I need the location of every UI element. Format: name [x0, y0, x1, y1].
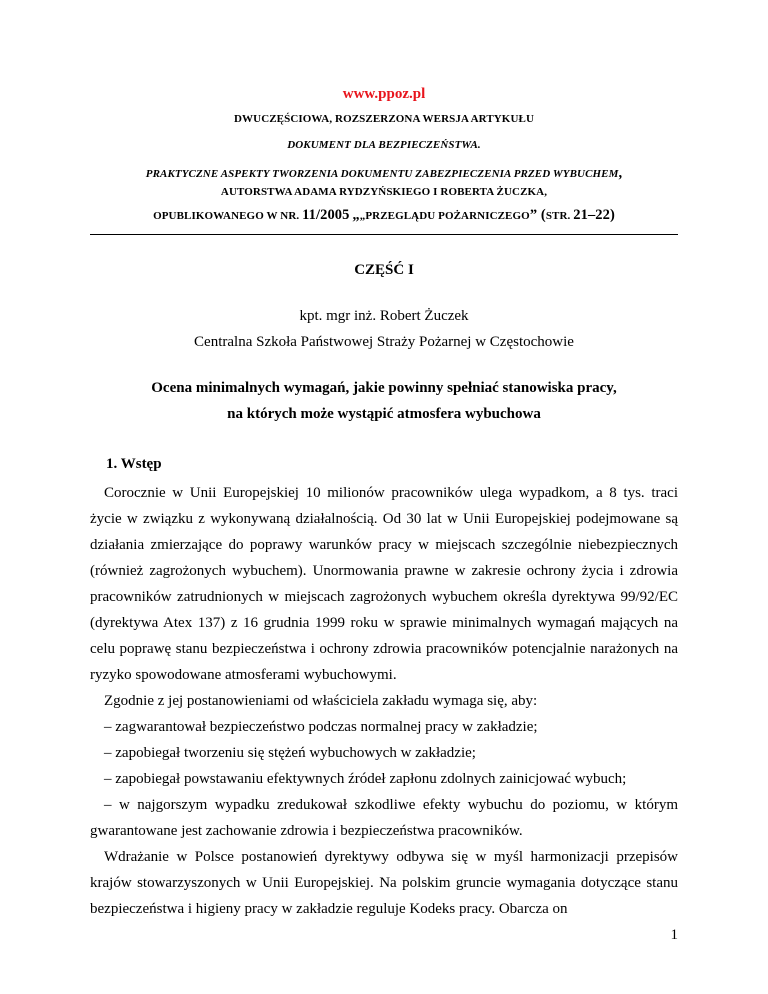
header-line-5-journal: „PRZEGLĄDU POŻARNICZEGO [359, 210, 530, 222]
header-line-5-issue: 11/2005 [302, 207, 350, 223]
header-line-2: DOKUMENT DLA BEZPIECZEŃSTWA. [287, 139, 481, 151]
header-line-4: AUTORSTWA ADAMA RYDZYŃSKIEGO I ROBERTA ŻUCZKA, [220, 186, 548, 198]
page-number: 1 [670, 927, 678, 943]
bullet-item: – zagwarantował bezpieczeństwo podczas normalnej pracy w zakładzie; [104, 719, 538, 735]
paragraph-implementation: Wdrażanie w Polsce postanowień dyrektywy odbywa się w myśl harmonizacji przepisów krajów stowarzyszonych w Unii Europejskiej. Na polskim gruncie wymagania dotyczące stanu bezpieczeństwa i higieny pracy w zakładzie reguluje Kodeks pracy. Obarcza on [90, 849, 678, 917]
header-line-3 [90, 165, 678, 182]
header-line-5-quote-open: „ [352, 207, 360, 223]
article-title-line-2: na których może wystąpić atmosfera wybuchowa [227, 406, 541, 422]
paragraph-requirements: Zgodnie z jej postanowieniami od właściciela zakładu wymaga się, aby: [104, 693, 538, 709]
bullet-item: – zapobiegał tworzeniu się stężeń wybuchowych w zakładzie; [104, 745, 476, 761]
header-line-5-a: OPUBLIKOWANEGO W NR. [153, 210, 300, 222]
header-line-1: DWUCZĘŚCIOWA, ROZSZERZONA WERSJA ARTYKUŁU [234, 113, 534, 125]
header-line-5 [90, 207, 678, 224]
header-line-5-close: ” ( [529, 207, 546, 223]
header-line-3-comma: , [618, 165, 623, 181]
body-text [90, 480, 678, 922]
source-url-link[interactable]: www.ppoz.pl [342, 86, 426, 102]
author: kpt. mgr inż. Robert Żuczek [299, 308, 469, 324]
bullet-item: – zapobiegał powstawaniu efektywnych źródeł zapłonu zdolnych zainicjować wybuch; [104, 771, 627, 787]
part-title: CZĘŚĆ I [354, 262, 414, 278]
header-line-3-text: PRAKTYCZNE ASPEKTY TWORZENIA DOKUMENTU ZABEZPIECZENIA PRZED WYBUCHEM [145, 168, 619, 180]
article-title-line-1: Ocena minimalnych wymagań, jakie powinny spełniać stanowiska pracy, [151, 380, 617, 396]
bullet-item: – w najgorszym wypadku zredukował szkodliwe efekty wybuchu do poziomu, w którym gwarantowane jest zachowanie zdrowia i bezpieczeństwa pracowników. [90, 797, 678, 839]
header-divider [90, 234, 678, 235]
paragraph-intro: Corocznie w Unii Europejskiej 10 milionów pracowników ulega wypadkom, a 8 tys. traci życie w związku z wykonywaną działalnością. Od 30 lat w Unii Europejskiej podejmowane są działania zmierzające do poprawy warunków pracy w miejscach szczególnie niebezpiecznych (również zagrożonych wybuchem). Unormowania prawne w zakresie ochrony życia i zdrowia pracowników zatrudnionych w miejscach zagrożonych wybuchem określa dyrektywa 99/92/EC (dyrektywa Atex 137) z 16 grudnia 1999 roku w sprawie minimalnych wymagań mających na celu poprawę stanu bezpieczeństwa i ochrony zdrowia pracowników potencjalnie narażonych na ryzyko spowodowane atmosferami wybuchowymi. [90, 485, 678, 683]
section-heading: 1. Wstęp [106, 456, 162, 472]
header-line-5-pages: 21–22) [573, 207, 615, 223]
header-line-5-str: STR. [545, 210, 571, 222]
institution: Centralna Szkoła Państwowej Straży Pożarnej w Częstochowie [194, 334, 574, 350]
